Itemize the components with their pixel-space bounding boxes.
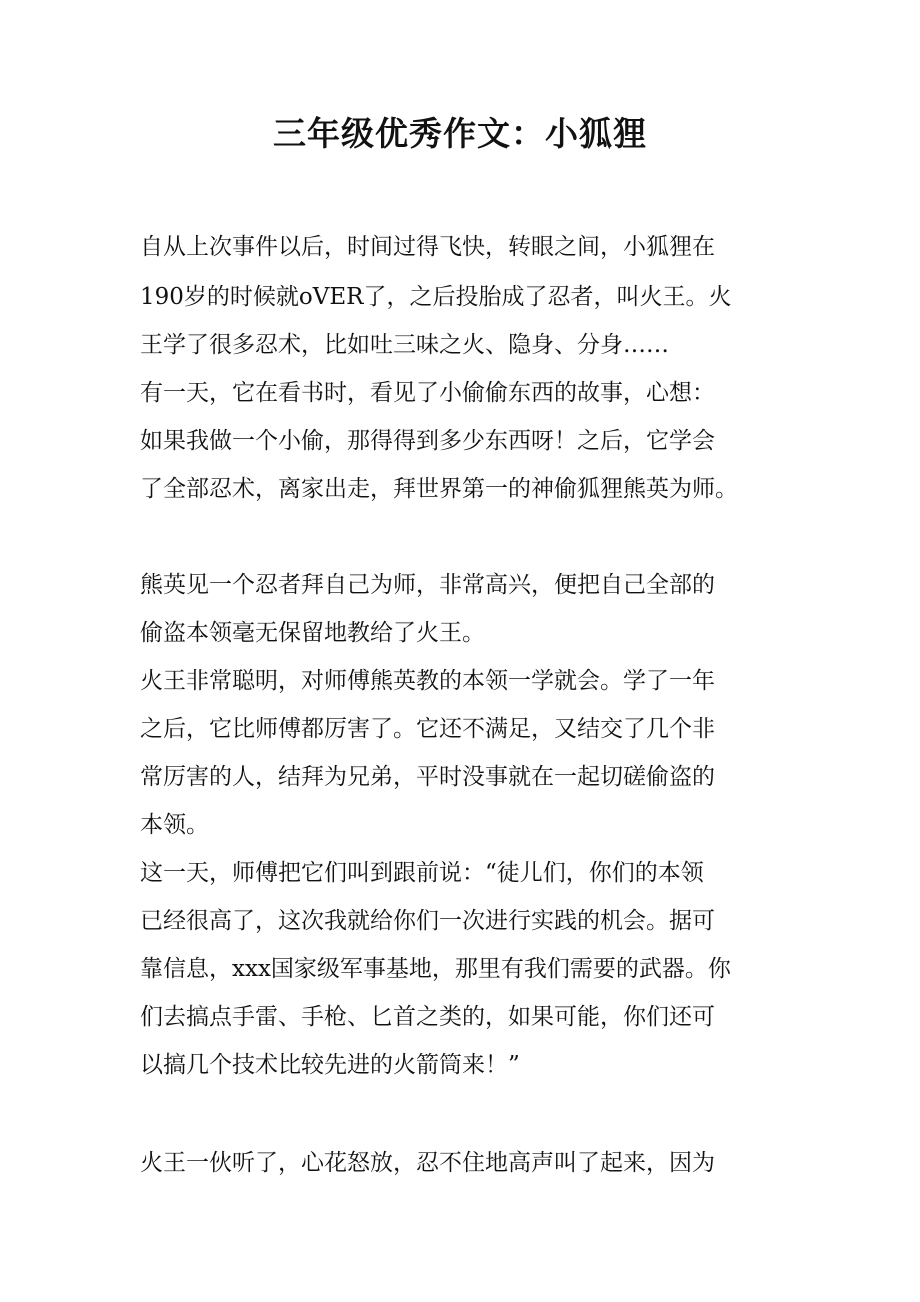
paragraph-line: 常厉害的人，结拜为兄弟，平时没事就在一起切磋偷盗的 — [140, 764, 715, 790]
paragraph-line: 有一天，它在看书时，看见了小偷偷东西的故事，心想： — [140, 380, 715, 406]
paragraph-line: 火王非常聪明，对师傅熊英教的本领一学就会。学了一年 — [140, 668, 715, 694]
paragraph-line: 本领。 — [140, 812, 209, 838]
paragraph-line: 已经很高了，这次我就给你们一次进行实践的机会。据可 — [140, 908, 715, 934]
paragraph-line: 自从上次事件以后，时间过得飞快，转眼之间，小狐狸在 — [140, 234, 715, 260]
paragraph-line: 火王一伙听了，心花怒放，忍不住地高声叫了起来，因为 — [140, 1150, 715, 1176]
page-title: 三年级优秀作文：小狐狸 — [273, 114, 647, 153]
paragraph-line: 们去搞点手雷、手枪、匕首之类的，如果可能，你们还可 — [140, 1004, 715, 1030]
paragraph-line: 靠信息，xxx国家级军事基地，那里有我们需要的武器。你 — [140, 956, 731, 982]
paragraph-line: 如果我做一个小偷，那得得到多少东西呀！之后，它学会 — [140, 428, 715, 454]
paragraph-line: 这一天，师傅把它们叫到跟前说：“徒儿们，你们的本领 — [140, 860, 704, 886]
paragraph-line: 以搞几个技术比较先进的火箭筒来！” — [140, 1052, 520, 1078]
paragraph-line: 熊英见一个忍者拜自己为师，非常高兴，便把自己全部的 — [140, 572, 715, 598]
paragraph-line: 偷盗本领毫无保留地教给了火王。 — [140, 620, 485, 646]
paragraph-line: 了全部忍术，离家出走，拜世界第一的神偷狐狸熊英为师。 — [140, 476, 738, 502]
paragraph-line: 190岁的时候就oVER了，之后投胎成了忍者，叫火王。火 — [140, 284, 732, 310]
paragraph-line: 王学了很多忍术，比如吐三味之火、隐身、分身…… — [140, 332, 669, 358]
paragraph-line: 之后，它比师傅都厉害了。它还不满足，又结交了几个非 — [140, 716, 715, 742]
